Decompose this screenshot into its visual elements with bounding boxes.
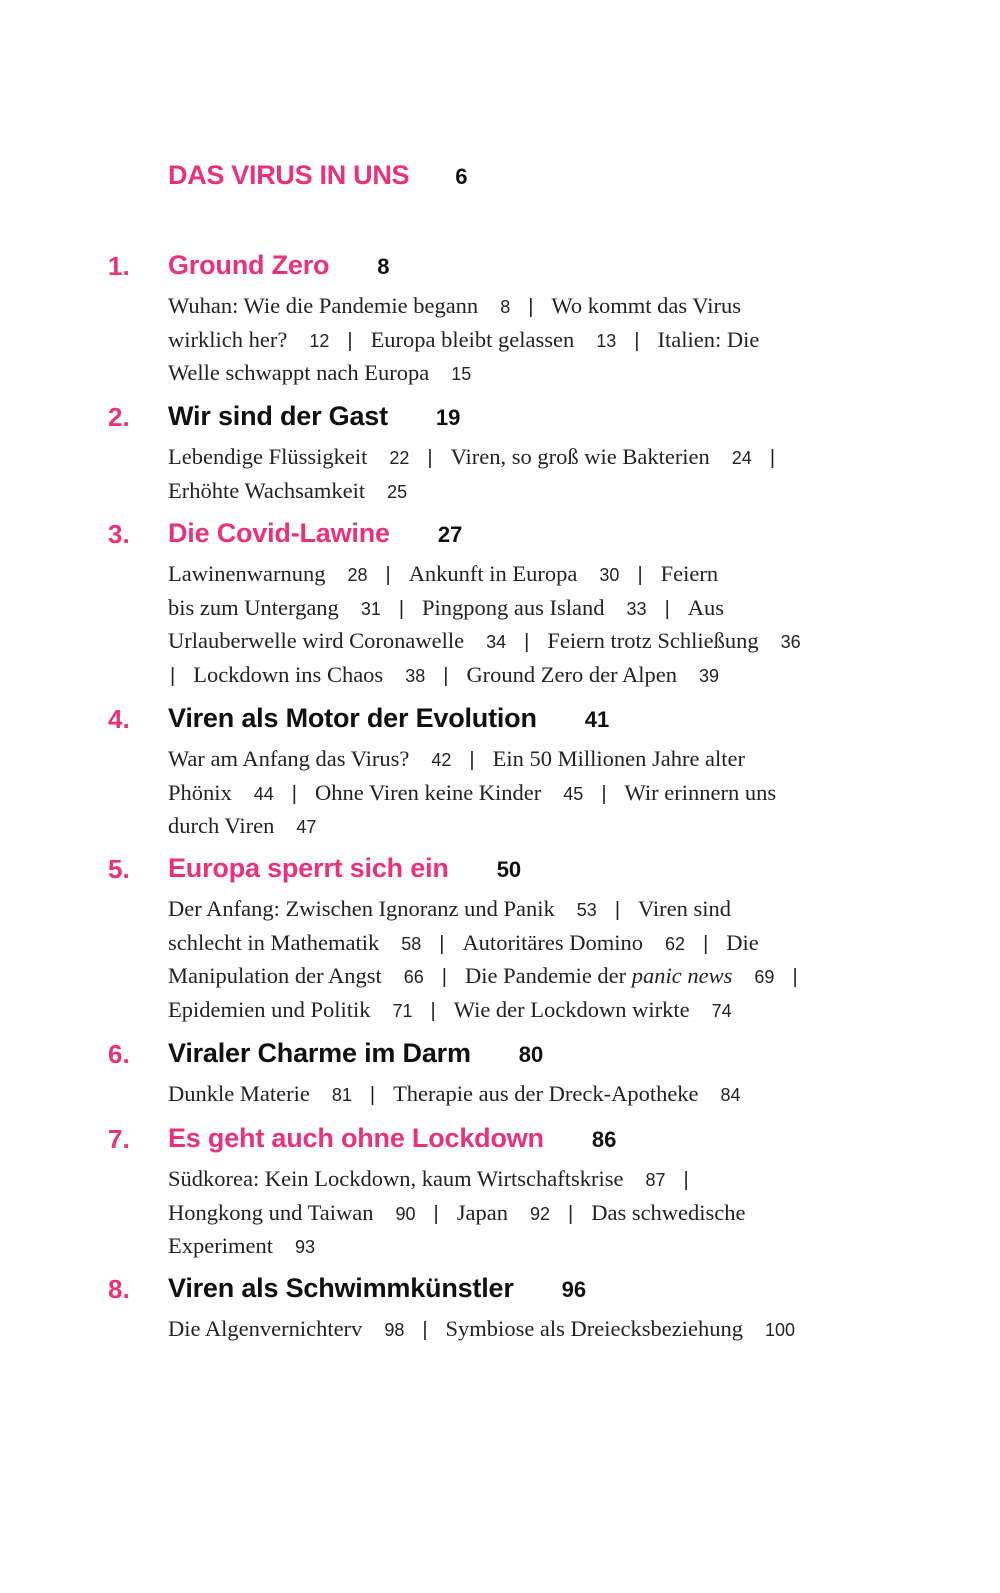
section-list	[168, 1162, 848, 1263]
section-page-number: 8	[500, 297, 511, 317]
intro-page-number: 6	[455, 164, 468, 189]
section-title: Lockdown ins Chaos	[193, 661, 384, 687]
section-title: Feiern trotz Schließung	[547, 628, 759, 654]
section-list	[168, 557, 848, 691]
section-line	[168, 440, 848, 474]
section-page-number: 69	[754, 967, 775, 988]
section-line	[168, 1162, 848, 1196]
section-page-number: 87	[645, 1170, 666, 1190]
section-page-number: 25	[387, 481, 408, 502]
separator: |	[170, 664, 176, 687]
chapter-title: Ground Zero	[168, 250, 330, 280]
section-title: Symbiose als Dreiecksbeziehung	[445, 1316, 743, 1341]
section-title: Wie der Lockdown wirkte	[453, 996, 690, 1022]
section-list	[168, 440, 848, 507]
separator: |	[398, 597, 405, 620]
separator: |	[433, 1202, 439, 1225]
chapter-page-number: 50	[496, 857, 522, 882]
section-list	[168, 742, 848, 843]
section-page-number: 47	[296, 817, 317, 838]
chapter-page-number: 8	[377, 254, 390, 279]
section-page-number: 98	[384, 1320, 405, 1340]
separator: |	[422, 1319, 428, 1341]
section-page-number: 38	[405, 665, 426, 686]
separator: |	[469, 749, 475, 771]
section-title: Ohne Viren keine Kinder	[315, 779, 542, 805]
chapter-title: Viraler Charme im Darm	[168, 1038, 471, 1068]
section-page-number: 22	[389, 448, 410, 468]
section-list	[168, 289, 848, 390]
section-title: Viren, so groß wie Bakterien	[450, 444, 710, 469]
separator: |	[427, 447, 433, 469]
section-title: Epidemien und Politik	[168, 996, 371, 1022]
section-title: durch Viren	[168, 813, 275, 839]
chapter-title: Viren als Schwimmkünstler	[168, 1273, 514, 1303]
section-page-number: 13	[596, 330, 617, 351]
section-line	[168, 959, 848, 993]
chapter-title: Die Covid-Lawine	[168, 518, 390, 548]
chapter-page-number: 96	[561, 1277, 587, 1302]
separator: |	[792, 966, 798, 989]
chapter-title: Europa sperrt sich ein	[168, 853, 449, 883]
section-title: Ground Zero der Alpen	[466, 661, 678, 687]
section-line	[168, 993, 848, 1027]
section-page-number: 12	[309, 330, 330, 351]
chapter-heading	[168, 703, 609, 734]
section-title: bis zum Untergang	[168, 594, 339, 620]
separator: |	[683, 1169, 689, 1191]
chapter-heading	[168, 401, 460, 432]
section-page-number: 42	[431, 750, 452, 770]
separator: |	[441, 966, 447, 989]
separator: |	[443, 664, 449, 687]
section-title: Erhöhte Wachsamkeit	[168, 477, 366, 503]
section-line	[168, 624, 848, 658]
separator: |	[637, 564, 643, 586]
intro-title: DAS VIRUS IN UNS	[168, 160, 410, 190]
section-title: wirklich her?	[168, 326, 288, 352]
section-title: Experiment	[168, 1233, 273, 1259]
section-page-number: 93	[294, 1237, 315, 1258]
section-page-number: 33	[626, 598, 647, 619]
section-line	[168, 926, 848, 960]
section-line	[168, 892, 848, 926]
section-page-number: 45	[563, 783, 584, 804]
chapter-heading	[168, 518, 462, 549]
separator: |	[568, 1202, 574, 1225]
section-page-number: 90	[395, 1203, 416, 1224]
chapter-page-number: 41	[584, 707, 610, 732]
section-title: Wuhan: Wie die Pandemie begann	[168, 293, 479, 318]
section-title: Therapie aus der Dreck-Apotheke	[393, 1081, 699, 1106]
section-line	[168, 557, 848, 591]
section-line	[168, 809, 848, 843]
section-list	[168, 1077, 848, 1111]
section-page-number: 92	[529, 1203, 550, 1224]
section-title: Die Pandemie der	[464, 963, 632, 989]
chapter-page-number: 80	[518, 1042, 544, 1067]
section-page-number: 39	[699, 665, 720, 686]
section-page-number: 34	[486, 632, 507, 653]
section-title: schlecht in Mathematik	[168, 929, 380, 955]
section-page-number: 100	[764, 1320, 796, 1340]
section-page-number: 44	[253, 783, 274, 804]
chapter-number: 5.	[108, 854, 130, 884]
separator: |	[769, 447, 776, 469]
section-list	[168, 892, 848, 1026]
section-page-number: 24	[731, 448, 752, 468]
section-page-number: 58	[401, 933, 422, 954]
chapter-page-number: 86	[591, 1127, 617, 1152]
section-line	[168, 658, 848, 692]
section-title: Die	[726, 929, 759, 955]
section-title: Die Algenvernichterv	[168, 1316, 363, 1341]
section-page-number: 84	[720, 1085, 741, 1105]
separator: |	[614, 899, 621, 921]
section-line	[168, 776, 848, 810]
section-title: Ankunft in Europa	[408, 561, 578, 586]
separator: |	[664, 597, 670, 620]
section-title: Südkorea: Kein Lockdown, kaum Wirtschaftskrise	[168, 1166, 624, 1191]
section-title: Autoritäres Domino	[462, 929, 644, 955]
separator: |	[524, 631, 530, 654]
section-page-number: 66	[403, 967, 424, 988]
separator: |	[601, 782, 607, 805]
chapter-heading	[168, 1038, 543, 1069]
chapter-title: Es geht auch ohne Lockdown	[168, 1123, 544, 1153]
section-title: Viren sind	[638, 896, 732, 921]
intro-heading	[168, 160, 467, 191]
separator: |	[385, 564, 391, 586]
separator: |	[291, 782, 297, 805]
chapter-number: 6.	[108, 1039, 130, 1069]
separator: |	[528, 296, 534, 318]
chapter-title: Viren als Motor der Evolution	[168, 703, 537, 733]
separator: |	[369, 1084, 376, 1106]
section-title: Lebendige Flüssigkeit	[168, 444, 368, 469]
section-title: Welle schwappt nach Europa	[168, 360, 430, 386]
section-title: Europa bleibt gelassen	[370, 326, 575, 352]
section-line	[168, 356, 848, 390]
chapter-number: 8.	[108, 1274, 130, 1304]
section-title: War am Anfang das Virus?	[168, 746, 410, 771]
section-title: Ein 50 Millionen Jahre alter	[492, 746, 746, 771]
section-line	[168, 323, 848, 357]
section-page-number: 62	[665, 933, 686, 954]
chapter-number: 4.	[108, 704, 130, 734]
section-page-number: 28	[347, 565, 368, 585]
section-title-italic: panic news	[631, 963, 733, 989]
section-title: Wo kommt das Virus	[551, 293, 741, 318]
separator: |	[347, 329, 353, 352]
section-line	[168, 1196, 848, 1230]
section-page-number: 74	[711, 1000, 732, 1021]
chapter-page-number: 27	[437, 522, 463, 547]
section-line	[168, 1312, 848, 1346]
section-line	[168, 591, 848, 625]
section-title: Italien: Die	[657, 326, 760, 352]
section-title: Das schwedische	[591, 1199, 746, 1225]
chapter-heading	[168, 1123, 616, 1154]
section-title: Phönix	[168, 779, 232, 805]
section-line	[168, 742, 848, 776]
chapter-title: Wir sind der Gast	[168, 401, 388, 431]
chapter-heading	[168, 1273, 586, 1304]
chapter-number: 7.	[108, 1124, 130, 1154]
section-title: Hongkong und Taiwan	[168, 1199, 374, 1225]
section-line	[168, 474, 848, 508]
chapter-number: 2.	[108, 402, 130, 432]
separator: |	[430, 999, 436, 1022]
separator: |	[439, 932, 445, 955]
separator: |	[703, 932, 709, 955]
section-title: Der Anfang: Zwischen Ignoranz und Panik	[168, 896, 555, 921]
section-title: Feiern	[660, 561, 719, 586]
chapter-heading	[168, 250, 390, 281]
section-page-number: 53	[576, 900, 597, 920]
separator: |	[634, 329, 640, 352]
chapter-number: 3.	[108, 519, 130, 549]
section-line	[168, 1229, 848, 1263]
chapter-number: 1.	[108, 251, 130, 281]
section-title: Japan	[456, 1199, 508, 1225]
section-page-number: 15	[451, 364, 472, 385]
section-title: Pingpong aus Island	[422, 594, 605, 620]
section-title: Dunkle Materie	[168, 1081, 310, 1106]
section-page-number: 31	[360, 598, 381, 619]
section-title: Aus	[687, 594, 725, 620]
chapter-page-number: 19	[435, 405, 461, 430]
section-page-number: 81	[331, 1085, 352, 1105]
section-title: Wir erinnern uns	[624, 779, 777, 805]
section-page-number: 30	[599, 565, 620, 585]
section-title: Urlauberwelle wird Coronawelle	[168, 628, 465, 654]
section-page-number: 71	[392, 1000, 413, 1021]
section-title: Lawinenwarnung	[168, 561, 326, 586]
section-line	[168, 1077, 848, 1111]
section-line	[168, 289, 848, 323]
section-title: Manipulation der Angst	[168, 963, 382, 989]
section-page-number: 36	[780, 632, 801, 653]
chapter-heading	[168, 853, 521, 884]
section-list	[168, 1312, 848, 1346]
